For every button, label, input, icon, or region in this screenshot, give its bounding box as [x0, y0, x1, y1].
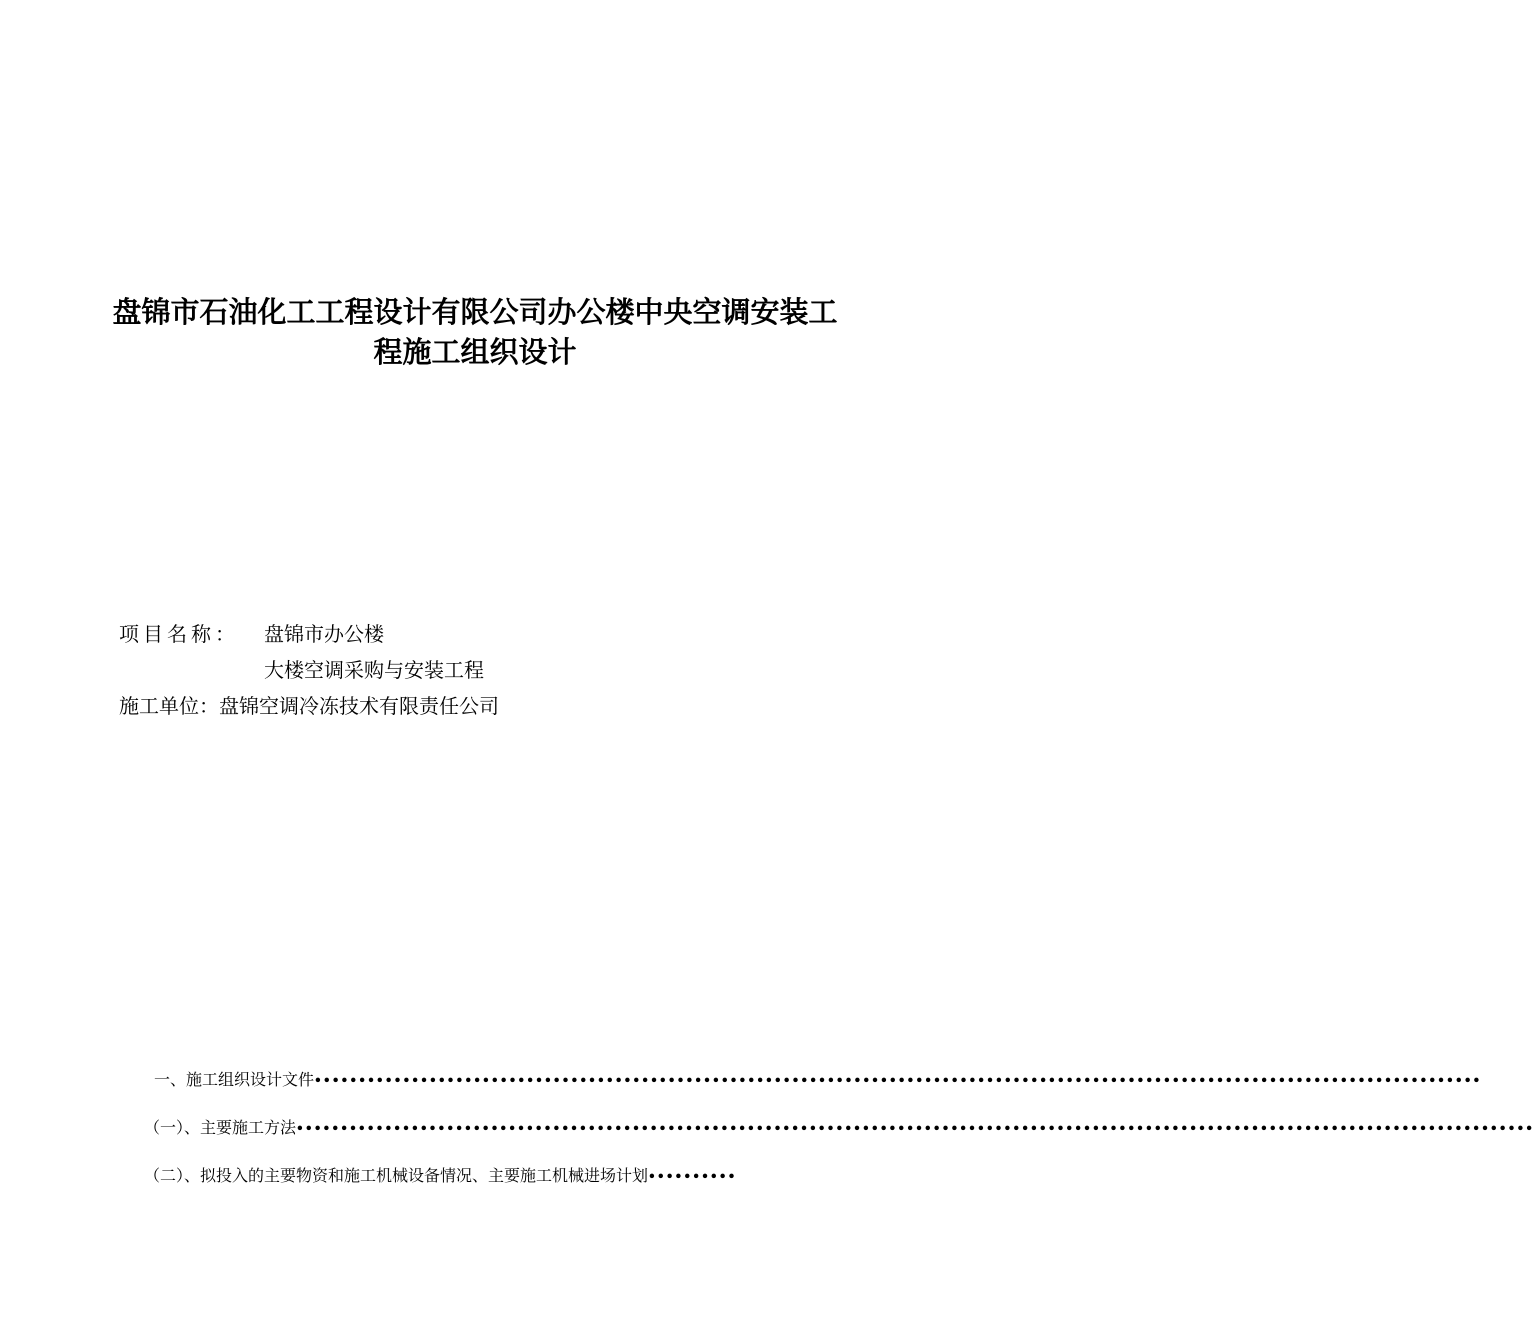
title-line-2: 程施工组织设计 [373, 335, 577, 369]
toc-entry-label: （二）、拟投入的主要物资和施工机械设备情况、主要施工机械进场计划 [144, 1166, 649, 1185]
toc-entry-label: 一、施工组织设计文件 [154, 1070, 315, 1089]
toc-entry-label: （一）、主要施工方法 [144, 1118, 297, 1137]
document-title [60, 292, 890, 372]
project-name-row-2 [119, 652, 499, 688]
toc-entry[interactable] [144, 1162, 737, 1190]
project-name-value-2: 大楼空调采购与安装工程 [264, 658, 484, 682]
toc-entry[interactable] [154, 1066, 1482, 1094]
construction-unit-row [119, 688, 499, 724]
project-info [119, 616, 499, 724]
toc-leader-dots: ∙∙∙∙∙∙∙∙∙∙ [648, 1166, 737, 1185]
project-name-label: 项目名称： [119, 622, 239, 646]
construction-unit-value: 盘锦空调冷冻技术有限责任公司 [219, 694, 499, 718]
toc-entry[interactable] [144, 1114, 1534, 1142]
project-name-value-1: 盘锦市办公楼 [264, 622, 384, 646]
title-line-1: 盘锦市石油化工工程设计有限公司办公楼中央空调安装工 [112, 295, 838, 329]
toc-leader-dots: ∙∙∙∙∙∙∙∙∙∙∙∙∙∙∙∙∙∙∙∙∙∙∙∙∙∙∙∙∙∙∙∙∙∙∙∙∙∙∙∙∙∙∙∙∙∙∙∙∙∙∙∙∙∙∙∙∙∙∙∙∙∙∙∙∙∙∙∙∙∙∙∙∙∙∙∙∙∙∙∙∙∙∙∙∙∙∙∙∙∙∙∙∙∙∙∙∙∙∙∙∙∙∙∙∙∙∙∙∙∙∙∙∙∙∙∙∙∙∙∙∙∙∙∙∙∙∙∙∙∙∙∙∙∙∙∙∙∙∙∙ [296, 1118, 1534, 1137]
construction-unit-label: 施工单位： [119, 694, 219, 718]
indent-spacer [119, 652, 264, 688]
toc-leader-dots: ∙∙∙∙∙∙∙∙∙∙∙∙∙∙∙∙∙∙∙∙∙∙∙∙∙∙∙∙∙∙∙∙∙∙∙∙∙∙∙∙∙∙∙∙∙∙∙∙∙∙∙∙∙∙∙∙∙∙∙∙∙∙∙∙∙∙∙∙∙∙∙∙∙∙∙∙∙∙∙∙∙∙∙∙∙∙∙∙∙∙∙∙∙∙∙∙∙∙∙∙∙∙∙∙∙∙∙∙∙∙∙∙∙∙∙∙∙∙∙∙∙∙∙∙∙∙∙∙∙∙∙∙ [314, 1070, 1482, 1089]
project-name-row [119, 616, 499, 652]
